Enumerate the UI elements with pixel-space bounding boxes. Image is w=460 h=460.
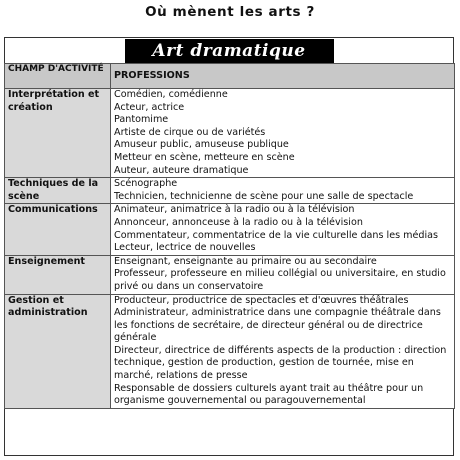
field-cell: Techniques de la scène bbox=[5, 178, 111, 204]
banner-wrap bbox=[5, 38, 453, 63]
field-cell: Gestion et administration bbox=[5, 294, 111, 408]
profession-item: Artiste de cirque ou de variétés bbox=[114, 126, 266, 138]
field-cell: Interprétation et création bbox=[5, 89, 111, 178]
table-row bbox=[5, 294, 455, 408]
profession-item: Administrateur, administratrice dans une compagnie théâtrale dans les fonctions de secrétaire, de directeur général ou de directrice générale bbox=[114, 307, 441, 344]
profession-item: Annonceur, annonceuse à la radio ou à la télévision bbox=[114, 216, 363, 228]
profession-item: Producteur, productrice de spectacles et d'œuvres théâtrales bbox=[114, 294, 409, 306]
professions-cell bbox=[111, 89, 455, 178]
field-cell: Communications bbox=[5, 204, 111, 255]
professions-table bbox=[4, 63, 455, 409]
section-banner: Art dramatique bbox=[125, 39, 334, 63]
profession-item: Amuseur public, amuseuse publique bbox=[114, 139, 289, 151]
table-row bbox=[5, 204, 455, 255]
profession-item: Lecteur, lectrice de nouvelles bbox=[114, 242, 256, 254]
profession-item: Professeur, professeure en milieu collégial ou universitaire, en studio privé ou dans un conservatoire bbox=[114, 268, 446, 292]
profession-item: Animateur, animatrice à la radio ou à la télévision bbox=[114, 204, 355, 216]
profession-item: Responsable de dossiers culturels ayant trait au théâtre pour un organisme gouvernemental ou paragouvernemental bbox=[114, 382, 424, 407]
profession-item: Acteur, actrice bbox=[114, 101, 185, 113]
table-row bbox=[5, 89, 455, 178]
header-field: CHAMP D'ACTIVITÉ bbox=[5, 64, 111, 89]
profession-item: Scénographe bbox=[114, 178, 178, 190]
profession-item: Metteur en scène, metteure en scène bbox=[114, 151, 295, 163]
content-frame bbox=[4, 37, 454, 456]
professions-cell bbox=[111, 204, 455, 255]
table-header-row bbox=[5, 64, 455, 89]
professions-cell bbox=[111, 255, 455, 294]
header-professions: PROFESSIONS bbox=[111, 64, 455, 89]
profession-item: Directeur, directrice de différents aspects de la production : direction technique, gestion de production, gestion de tournée, mise en marché, relations de presse bbox=[114, 344, 447, 382]
table-row bbox=[5, 178, 455, 204]
page-title: Où mènent les arts ? bbox=[145, 4, 315, 20]
profession-item: Comédien, comédienne bbox=[114, 89, 228, 100]
profession-item: Pantomime bbox=[114, 114, 169, 126]
table-row bbox=[5, 255, 455, 294]
profession-item: Auteur, auteure dramatique bbox=[114, 164, 249, 176]
professions-cell bbox=[111, 178, 455, 204]
profession-item: Commentateur, commentatrice de la vie culturelle dans les médias bbox=[114, 229, 439, 241]
profession-item: Technicien, technicienne de scène pour une salle de spectacle bbox=[114, 190, 414, 202]
professions-cell bbox=[111, 294, 455, 408]
profession-item: Enseignant, enseignante au primaire ou au secondaire bbox=[114, 255, 377, 267]
field-cell: Enseignement bbox=[5, 255, 111, 294]
